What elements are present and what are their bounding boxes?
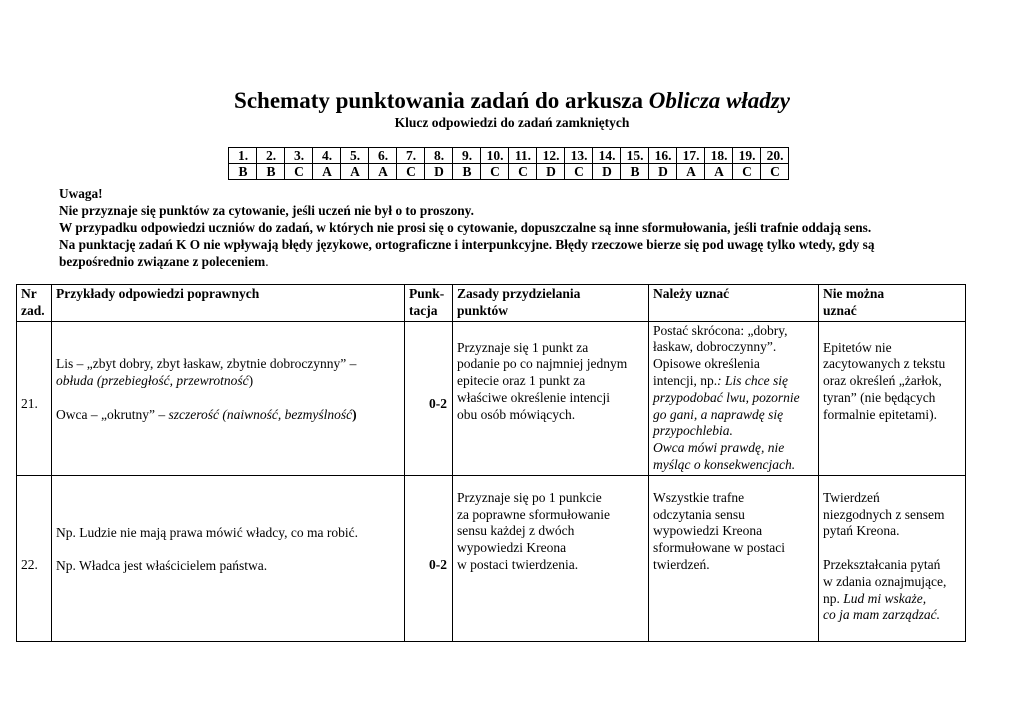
key-answer: B	[621, 164, 649, 180]
notes-heading: Uwaga!	[59, 186, 103, 201]
key-number: 2.	[257, 148, 285, 164]
key-number: 4.	[313, 148, 341, 164]
header-nr: Nr zad.	[17, 285, 52, 322]
key-number: 15.	[621, 148, 649, 164]
key-answer: A	[677, 164, 705, 180]
accepted-answers: Postać skrócona: „dobry, łaskaw, dobroczynny”. Opisowe określenia intencji, np.: Lis chce się przypodobać lwu, pozornie go gani, a naprawdę się przypochlebia. Owca mówi prawdę, nie myśląc o konsekwencjach.	[649, 321, 819, 475]
answer-key-table	[228, 147, 789, 180]
page-title: Schematy punktowania zadań do arkusza Oblicza władzy	[234, 88, 790, 113]
key-answer: C	[509, 164, 537, 180]
key-number: 9.	[453, 148, 481, 164]
scoring-rules: Przyznaje się po 1 punkcie za poprawne sformułowanie sensu każdej z dwóch wypowiedzi Kreona w postaci twierdzenia.	[453, 475, 649, 641]
header-reject: Nie można uznać	[819, 285, 966, 322]
scoring-rules: Przyznaje się 1 punkt za podanie po co najmniej jednym epitecie oraz 1 punkt za właściwe określenie intencji obu osób mówiących.	[453, 321, 649, 475]
rejected-answers: Twierdzeń niezgodnych z sensem pytań Kreona. Przekształcania pytań w zdania oznajmujące, np. Lud mi wskaże, co ja mam zarządzać.	[819, 475, 966, 641]
key-answer: C	[565, 164, 593, 180]
key-number: 19.	[733, 148, 761, 164]
key-answer: A	[369, 164, 397, 180]
key-answer: A	[313, 164, 341, 180]
key-number: 17.	[677, 148, 705, 164]
key-number: 7.	[397, 148, 425, 164]
key-answer: C	[397, 164, 425, 180]
notes-block	[59, 185, 989, 270]
key-answer: C	[733, 164, 761, 180]
table-row	[17, 321, 966, 475]
key-answer: D	[649, 164, 677, 180]
key-answer: C	[285, 164, 313, 180]
key-answer: D	[593, 164, 621, 180]
notes-line: W przypadku odpowiedzi uczniów do zadań, w których nie prosi się o cytowanie, dopuszczalne są inne sformułowania, jeśli trafnie oddają sens.	[59, 220, 872, 235]
rejected-answers: Epitetów nie zacytowanych z tekstu oraz określeń „żarłok, tyran” (nie będących formalnie epitetami).	[819, 321, 966, 475]
header-accept: Należy uznać	[649, 285, 819, 322]
header-points: Punk- tacja	[405, 285, 453, 322]
header-rules: Zasady przydzielania punktów	[453, 285, 649, 322]
header-examples: Przykłady odpowiedzi poprawnych	[52, 285, 405, 322]
task-number: 21.	[17, 321, 52, 475]
example-answers: Np. Ludzie nie mają prawa mówić władcy, co ma robić. Np. Władca jest właścicielem państwa.	[52, 475, 405, 641]
key-number: 20.	[761, 148, 789, 164]
key-answer: C	[761, 164, 789, 180]
table-row	[17, 475, 966, 641]
example-answers: Lis – „zbyt dobry, zbyt łaskaw, zbytnie dobroczynny” – obłuda (przebiegłość, przewrotność) Owca – „okrutny” – szczerość (naiwność, bezmyślność)	[52, 321, 405, 475]
key-number: 1.	[229, 148, 257, 164]
task-number: 22.	[17, 475, 52, 641]
key-number: 3.	[285, 148, 313, 164]
key-number: 13.	[565, 148, 593, 164]
key-number: 8.	[425, 148, 453, 164]
points-value: 0-2	[405, 321, 453, 475]
key-number: 16.	[649, 148, 677, 164]
key-number: 6.	[369, 148, 397, 164]
key-answer: B	[453, 164, 481, 180]
key-number: 12.	[537, 148, 565, 164]
key-number: 5.	[341, 148, 369, 164]
key-answer: A	[705, 164, 733, 180]
points-value: 0-2	[405, 475, 453, 641]
key-answer: B	[229, 164, 257, 180]
table-header-row	[17, 285, 966, 322]
page-subtitle: Klucz odpowiedzi do zadań zamkniętych	[394, 115, 630, 130]
answer-key-answers-row	[229, 164, 789, 180]
key-number: 10.	[481, 148, 509, 164]
scoring-table	[16, 284, 966, 642]
key-answer: D	[537, 164, 565, 180]
key-answer: C	[481, 164, 509, 180]
notes-line: bezpośrednio związane z poleceniem.	[59, 254, 269, 269]
key-number: 14.	[593, 148, 621, 164]
key-number: 11.	[509, 148, 537, 164]
key-number: 18.	[705, 148, 733, 164]
key-answer: D	[425, 164, 453, 180]
key-answer: B	[257, 164, 285, 180]
key-answer: A	[341, 164, 369, 180]
notes-line: Na punktację zadań K O nie wpływają błędy językowe, ortograficzne i interpunkcyjne. Błędy rzeczowe bierze się pod uwagę tylko wtedy, gdy są	[59, 237, 875, 252]
accepted-answers: Wszystkie trafne odczytania sensu wypowiedzi Kreona sformułowane w postaci twierdzeń.	[649, 475, 819, 641]
answer-key-numbers-row	[229, 148, 789, 164]
notes-line: Nie przyznaje się punktów za cytowanie, jeśli uczeń nie był o to proszony.	[59, 203, 474, 218]
